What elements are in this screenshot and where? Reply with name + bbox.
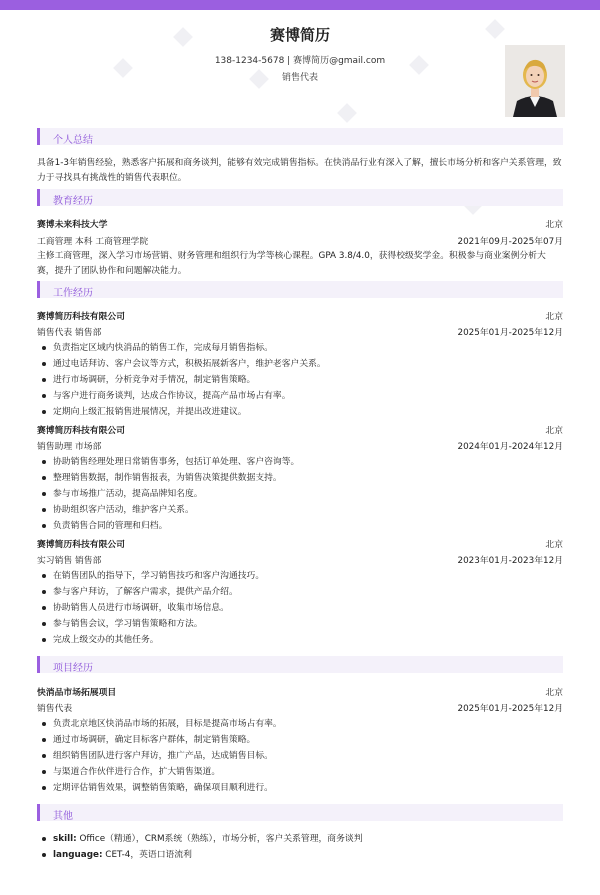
list-item: 在销售团队的指导下，学习销售技巧和客户沟通技巧。 bbox=[37, 569, 557, 585]
list-item: 与渠道合作伙伴进行合作，扩大销售渠道。 bbox=[37, 765, 557, 781]
school-name: 赛博未来科技大学 bbox=[37, 220, 108, 230]
company-name: 赛博简历科技有限公司 bbox=[37, 540, 125, 550]
list-item: 定期向上级汇报销售进展情况，并提出改进建议。 bbox=[37, 405, 557, 421]
job-company-row bbox=[37, 537, 563, 552]
job-period: 2023年01月-2023年12月 bbox=[457, 556, 563, 566]
job-location: 北京 bbox=[545, 426, 563, 436]
job-role: 实习销售 销售部 bbox=[37, 556, 102, 566]
list-item: 协助销售人员进行市场调研，收集市场信息。 bbox=[37, 601, 557, 617]
profile-photo bbox=[505, 45, 565, 117]
project-location: 北京 bbox=[545, 688, 563, 698]
list-item: 整理销售数据，制作销售报表，为销售决策提供数据支持。 bbox=[37, 471, 557, 487]
section-heading: 工作经历 bbox=[53, 288, 93, 299]
education-description: 主修工商管理，深入学习市场营销、财务管理和组织行为学等核心课程。GPA 3.8/4.0，获得校级奖学金。积极参与商业案例分析大赛，提升了团队协作和问题解决能力。 bbox=[37, 251, 546, 276]
job-title: 销售代表 bbox=[281, 73, 318, 83]
job-location: 北京 bbox=[545, 312, 563, 322]
section-accent-bar bbox=[37, 281, 40, 298]
section-work bbox=[37, 281, 563, 298]
list-item: 通过市场调研，确定目标客户群体，制定销售策略。 bbox=[37, 733, 557, 749]
skill-item bbox=[37, 832, 557, 848]
education-degree-row bbox=[37, 234, 563, 249]
education-period: 2021年09月-2025年07月 bbox=[457, 237, 563, 247]
other-bullets bbox=[37, 832, 557, 864]
list-item: 与客户进行商务谈判，达成合作协议，提高产品市场占有率。 bbox=[37, 389, 557, 405]
project-row bbox=[37, 685, 563, 700]
school-location: 北京 bbox=[545, 220, 563, 230]
job-company-row bbox=[37, 309, 563, 324]
skill-label: skill: bbox=[53, 834, 77, 844]
section-heading: 项目经历 bbox=[53, 663, 93, 674]
degree: 工商管理 本科 工商管理学院 bbox=[37, 237, 149, 247]
list-item: 完成上级交办的其他任务。 bbox=[37, 633, 557, 649]
job-period: 2024年01月-2024年12月 bbox=[457, 442, 563, 452]
contact-info: 138-1234-5678 | 赛博简历@gmail.com bbox=[214, 56, 386, 66]
list-item: 通过电话拜访、客户会议等方式，积极拓展新客户，维护老客户关系。 bbox=[37, 357, 557, 373]
education-row bbox=[37, 217, 563, 232]
list-item: 协助组织客户活动，维护客户关系。 bbox=[37, 503, 557, 519]
list-item: 负责销售合同的管理和归档。 bbox=[37, 519, 557, 535]
job-role: 销售代表 销售部 bbox=[37, 328, 102, 338]
project-role: 销售代表 bbox=[37, 704, 73, 714]
summary-text: 具备1-3年销售经验，熟悉客户拓展和商务谈判，能够有效完成销售指标。在快消品行业有深入了解，擅长市场分析和客户关系管理，致力于寻找具有挑战性的销售代表职位。 bbox=[37, 158, 562, 183]
section-education bbox=[37, 189, 563, 206]
language-item bbox=[37, 848, 557, 864]
job-role: 销售助理 市场部 bbox=[37, 442, 102, 452]
job-role-row bbox=[37, 325, 563, 340]
section-heading: 其他 bbox=[53, 811, 73, 822]
company-name: 赛博简历科技有限公司 bbox=[37, 312, 125, 322]
job-role-row bbox=[37, 439, 563, 454]
list-item: 定期评估销售效果，调整销售策略，确保项目顺利进行。 bbox=[37, 781, 557, 797]
language-text: CET-4，英语口语流利 bbox=[105, 850, 192, 860]
project-period: 2025年01月-2025年12月 bbox=[457, 704, 563, 714]
section-accent-bar bbox=[37, 804, 40, 821]
decorative-diamond bbox=[337, 103, 357, 123]
job-role-row bbox=[37, 553, 563, 568]
list-item: 进行市场调研，分析竞争对手情况，制定销售策略。 bbox=[37, 373, 557, 389]
project-bullets bbox=[37, 717, 557, 797]
job-bullets bbox=[37, 341, 557, 421]
project-name: 快消品市场拓展项目 bbox=[37, 688, 117, 698]
job-bullets bbox=[37, 455, 557, 535]
job-bullets bbox=[37, 569, 557, 649]
section-accent-bar bbox=[37, 128, 40, 145]
list-item: 参与销售会议，学习销售策略和方法。 bbox=[37, 617, 557, 633]
list-item: 组织销售团队进行客户拜访，推广产品，达成销售目标。 bbox=[37, 749, 557, 765]
job-location: 北京 bbox=[545, 540, 563, 550]
list-item: 负责指定区域内快消品的销售工作，完成每月销售指标。 bbox=[37, 341, 557, 357]
section-accent-bar bbox=[37, 189, 40, 206]
list-item: 参与市场推广活动，提高品牌知名度。 bbox=[37, 487, 557, 503]
job-company-row bbox=[37, 423, 563, 438]
language-label: language: bbox=[53, 850, 103, 860]
section-heading: 个人总结 bbox=[53, 135, 93, 146]
list-item: 协助销售经理处理日常销售事务，包括订单处理、客户咨询等。 bbox=[37, 455, 557, 471]
candidate-name: 赛博简历 bbox=[269, 26, 330, 44]
list-item: 负责北京地区快消品市场的拓展，目标是提高市场占有率。 bbox=[37, 717, 557, 733]
top-accent-bar bbox=[0, 0, 600, 10]
section-heading: 教育经历 bbox=[53, 196, 93, 207]
job-period: 2025年01月-2025年12月 bbox=[457, 328, 563, 338]
project-role-row bbox=[37, 701, 563, 716]
list-item: 参与客户拜访，了解客户需求，提供产品介绍。 bbox=[37, 585, 557, 601]
company-name: 赛博简历科技有限公司 bbox=[37, 426, 125, 436]
section-other bbox=[37, 804, 563, 821]
section-projects bbox=[37, 656, 563, 673]
skill-text: Office（精通），CRM系统（熟练），市场分析，客户关系管理，商务谈判 bbox=[79, 834, 363, 844]
section-summary bbox=[37, 128, 563, 145]
section-accent-bar bbox=[37, 656, 40, 673]
